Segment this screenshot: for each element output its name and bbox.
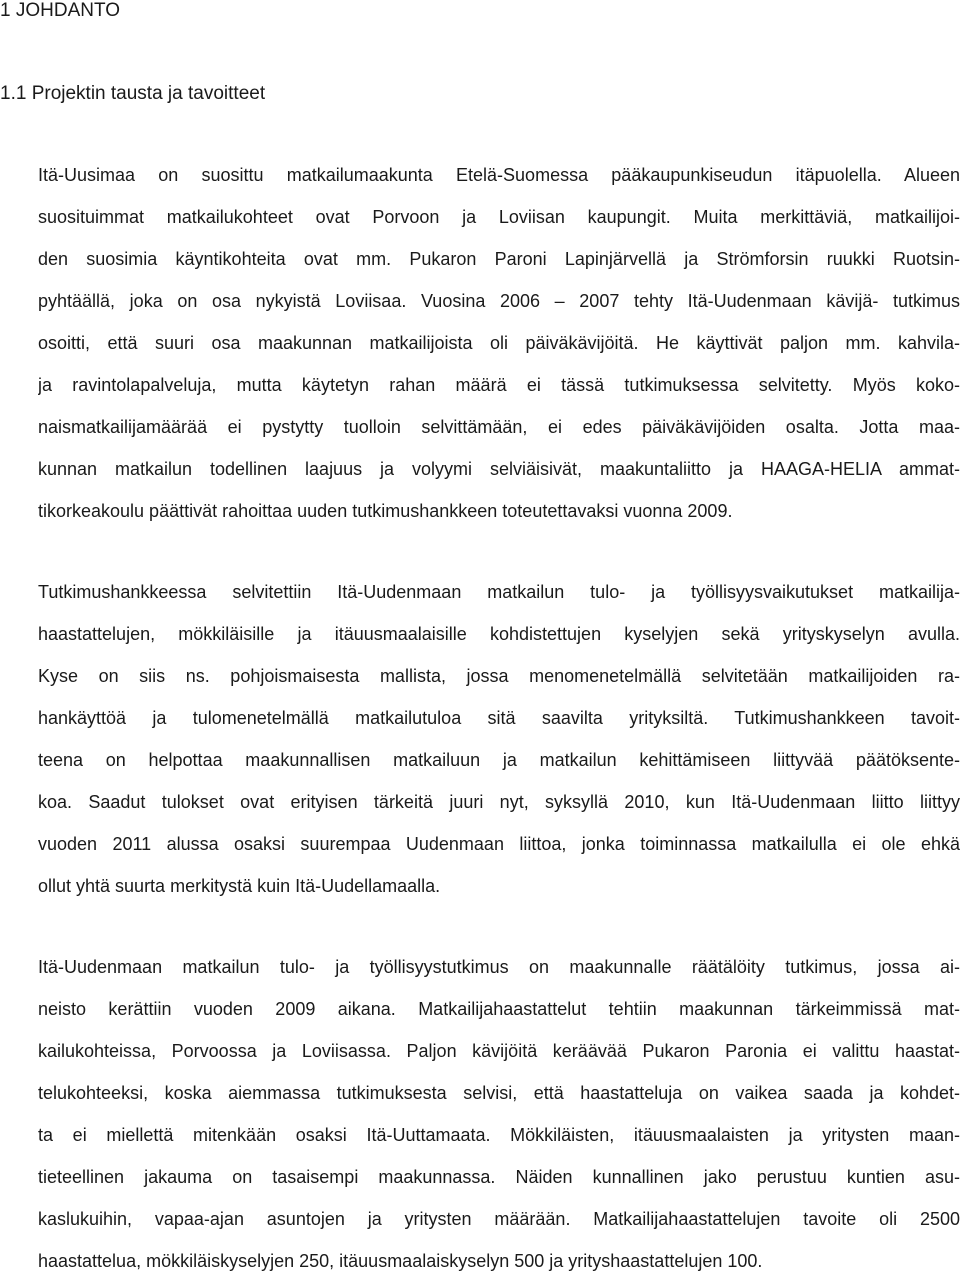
paragraph-line: haastattelujen, mökkiläisille ja itäuusmaalaisille kohdistettujen kyselyjen sekä yrityskyselyn avulla.	[38, 624, 960, 644]
section-heading: 1.1 Projektin tausta ja tavoitteet	[0, 83, 266, 104]
paragraph-line: Kyse on siis ns. pohjoismaisesta mallista, jossa menomenetelmällä selvitetään matkailijoiden ra-	[38, 666, 960, 686]
paragraph-line: teena on helpottaa maakunnallisen matkailuun ja matkailun kehittämiseen liittyvää päätöksente-	[38, 750, 960, 770]
paragraph-line: ja ravintolapalveluja, mutta käytetyn rahan määrä ei tässä tutkimuksessa selvitetty. Myös koko-	[38, 375, 960, 395]
paragraph-line: telukohteeksi, koska aiemmassa tutkimuksesta selvisi, että haastatteluja on vaikea saada ja kohdet-	[38, 1083, 960, 1103]
paragraph-line: ollut yhtä suurta merkitystä kuin Itä-Uudellamaalla.	[38, 876, 441, 896]
paragraph-line: kailukohteissa, Porvoossa ja Loviisassa. Paljon kävijöitä keräävää Pukaron Paronia ei valittu haastat-	[38, 1041, 960, 1061]
paragraph-line: osoitti, että suuri osa maakunnan matkailijoista oli päiväkävijöitä. He käyttivät paljon mm. kahvila-	[38, 333, 960, 353]
paragraph-line: koa. Saadut tulokset ovat erityisen tärkeitä juuri nyt, syksyllä 2010, kun Itä-Uudenmaan liitto liittyy	[38, 792, 960, 812]
paragraph-line: Itä-Uudenmaan matkailun tulo- ja työllisyystutkimus on maakunnalle räätälöity tutkimus, jossa ai-	[38, 957, 960, 977]
paragraph-2	[38, 571, 960, 907]
paragraph-line: neisto kerättiin vuoden 2009 aikana. Matkailijahaastattelut tehtiin maakunnan tärkeimmissä mat-	[38, 999, 960, 1019]
paragraph-line: kaslukuihin, vapaa-ajan asuntojen ja yritysten määrään. Matkailijahaastattelujen tavoite oli 2500	[38, 1209, 960, 1229]
paragraph-line: Tutkimushankkeessa selvitettiin Itä-Uudenmaan matkailun tulo- ja työllisyysvaikutukset matkailija-	[38, 582, 960, 602]
paragraph-line: Itä-Uusimaa on suosittu matkailumaakunta Etelä-Suomessa pääkaupunkiseudun itäpuolella. Alueen	[38, 165, 960, 185]
paragraph-line: tieteellinen jakauma on tasaisempi maakunnassa. Näiden kunnallinen jako perustuu kuntien asu-	[38, 1167, 960, 1187]
paragraph-line: ta ei miellettä mitenkään osaksi Itä-Uuttamaata. Mökkiläisten, itäuusmaalaisten ja yritysten maan-	[38, 1125, 960, 1145]
paragraph-line: kunnan matkailun todellinen laajuus ja volyymi selviäisivät, maakuntaliitto ja HAAGA-HELIA ammat-	[38, 459, 960, 479]
paragraph-line: suosituimmat matkailukohteet ovat Porvoon ja Loviisan kaupungit. Muita merkittäviä, matkailijoi-	[38, 207, 960, 227]
paragraph-line: naismatkailijamäärää ei pystytty tuolloin selvittämään, ei edes päiväkävijöiden osalta. Jotta maa-	[38, 417, 960, 437]
paragraph-line: tikorkeakoulu päättivät rahoittaa uuden tutkimushankkeen toteutettavaksi vuonna 2009.	[38, 501, 733, 521]
paragraph-1	[38, 154, 960, 532]
paragraph-line: den suosimia käyntikohteita ovat mm. Pukaron Paroni Lapinjärvellä ja Strömforsin ruukki Ruotsin-	[38, 249, 960, 269]
paragraph-line: hankäyttöä ja tulomenetelmällä matkailutuloa sitä saavilta yrityksiltä. Tutkimushankkeen tavoit-	[38, 708, 960, 728]
paragraph-3	[38, 946, 960, 1282]
paragraph-line: haastattelua, mökkiläiskyselyjen 250, itäuusmaalaiskyselyn 500 ja yrityshaastattelujen 100.	[38, 1251, 763, 1271]
chapter-heading: 1 JOHDANTO	[0, 0, 121, 21]
paragraph-line: vuoden 2011 alussa osaksi suurempaa Uudenmaan liittoa, jonka toiminnassa matkailulla ei ole ehkä	[38, 834, 960, 854]
paragraph-line: pyhtäällä, joka on osa nykyistä Loviisaa. Vuosina 2006 – 2007 tehty Itä-Uudenmaan kävijä- tutkimus	[38, 291, 960, 311]
